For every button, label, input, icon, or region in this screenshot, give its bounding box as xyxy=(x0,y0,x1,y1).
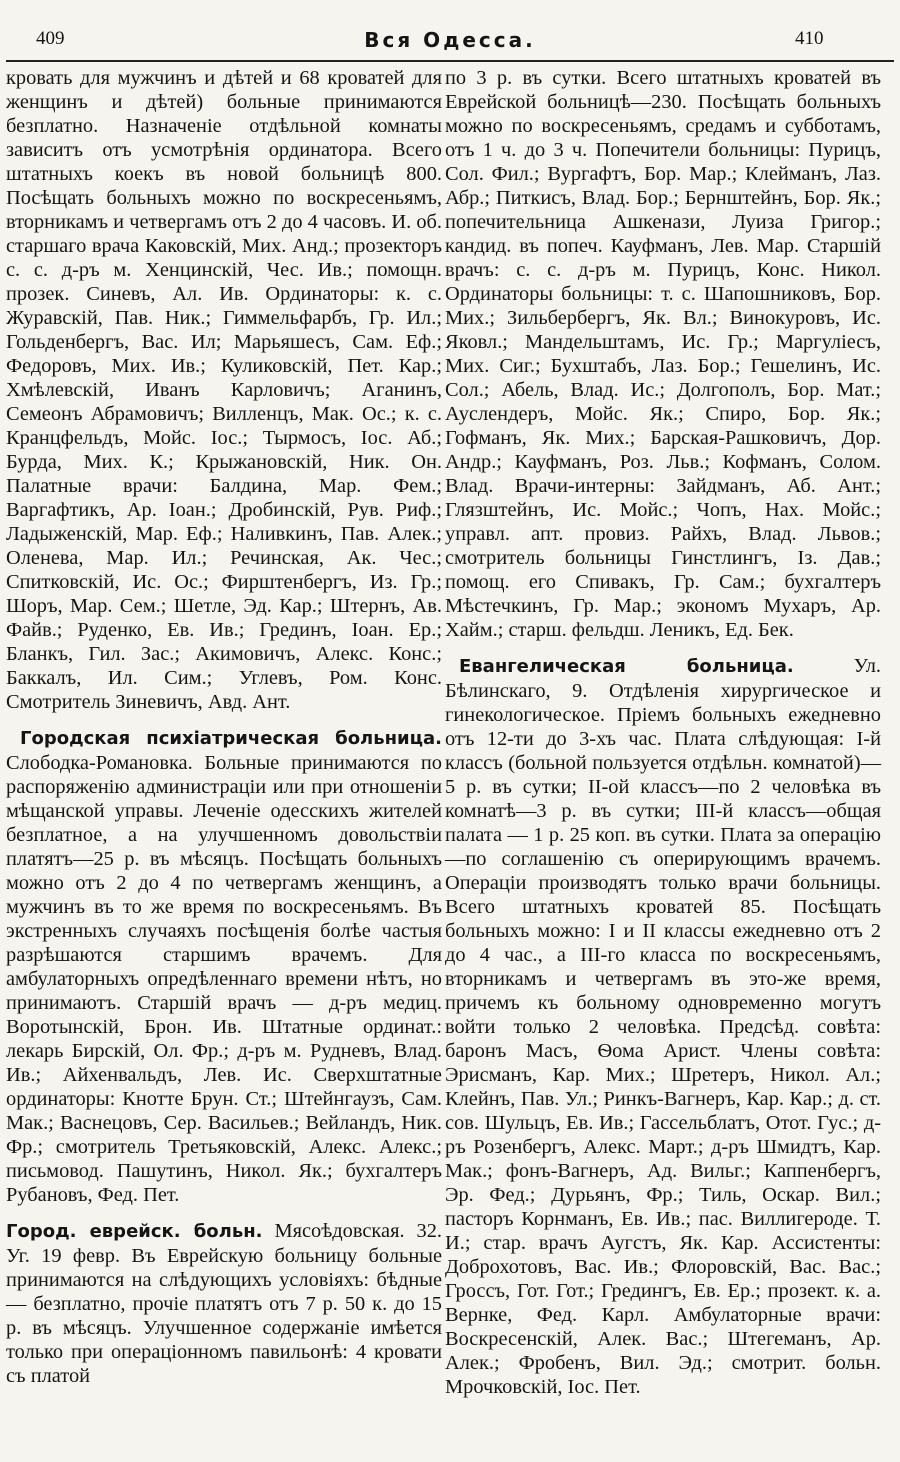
page-number-left: 409 xyxy=(36,28,65,49)
left-column xyxy=(6,66,442,1388)
paragraph-jewish-hospital xyxy=(6,1219,442,1388)
page-number-right: 410 xyxy=(795,28,824,49)
page-header xyxy=(0,0,900,60)
body-jewish-hospital: Мясоѣдовская. 32. Уг. 19 февр. Въ Еврейскую больницу больные принимаются на слѣдующихъ условіяхъ: бѣдные — безплатно, прочіе платятъ отъ 7 р. 50 к. до 15 р. въ мѣсяцъ. Улучшенное содержаніе имѣется только при операціонномъ павильонѣ: 4 кровати съ платой xyxy=(6,1220,442,1387)
body-psychiatric-hospital: Слободка-Романовка. Больные принимаются по распоряженію администраціи или при отношеніи мѣщанской управы. Леченіе одесскихъ жителей безплатное, а на улучшенномъ довольствіи платятъ—25 р. въ мѣсяцъ. Посѣщать больныхъ можно отъ 2 до 4 по четвергамъ женщинъ, а мужчинъ въ то же время по воскресеньямъ. Въ экстренныхъ случаяхъ посѣщенія болѣе частыя разрѣшаются старшимъ врачемъ. Для амбулаторныхъ опредѣленнаго времени нѣтъ, но принимаютъ. Старшій врачъ — д-ръ медиц. Воротынскій, Брон. Ив. Штатные ординат.: лекарь Бирскій, Ол. Фр.; д-ръ м. Рудневъ, Влад. Ив.; Айхенвальдъ, Лев. Ис. Сверхштатные ординаторы: Кнотте Брун. Ст.; Штейнгаузъ, Сам. Мак.; Васнецовъ, Сер. Васильев.; Вейландъ, Ник. Фр.; смотритель Третьяковскій, Алекс. Алекс.; письмовод. Пашутинъ, Никол. Як.; бухгалтеръ Рубановъ, Фед. Пет. xyxy=(6,752,442,1206)
heading-psychiatric-hospital: Городская психіатрическая больница. xyxy=(20,728,442,749)
heading-jewish-hospital: Город. еврейск. больн. xyxy=(6,1221,263,1242)
paragraph-psychiatric-hospital xyxy=(6,726,442,1207)
header-rule xyxy=(6,60,894,62)
paragraph-evangelical-hospital xyxy=(445,654,881,1399)
running-title: Вся Одесса. xyxy=(364,28,536,52)
paragraph-jewish-hospital-continued: по 3 р. въ сутки. Всего штатныхъ кроватей въ Еврейской больницѣ—230. Посѣщать больныхъ можно по воскресеньямъ, средамъ и субботамъ, отъ 1 ч. до 3 ч. Попечители больницы: Пурицъ, Сол. Фил.; Вургафтъ, Бор. Мар.; Клейманъ, Лаз. Абр.; Питкисъ, Влад. Бор.; Бернштейнъ, Бор. Як.; попечительница Ашкенази, Луиза Григор.; кандид. въ попеч. Кауфманъ, Лев. Мар. Старшій врачъ: с. с. д-ръ м. Пурицъ, Конс. Никол. Ординаторы больницы: т. с. Шапошниковъ, Бор. Мих.; Зильбербергъ, Як. Вл.; Винокуровъ, Ис. Яковл.; Мандельштамъ, Ис. Гр.; Маргуліесъ, Мих. Сиг.; Бухштабъ, Лаз. Бор.; Гешелинъ, Ис. Сол.; Абель, Влад. Ис.; Долгополъ, Бор. Мат.; Ауслендеръ, Мойс. Як.; Спиро, Бор. Як.; Гофманъ, Як. Мих.; Барская-Рашковичъ, Дор. Андр.; Кауфманъ, Роз. Льв.; Кофманъ, Солом. Влад. Врачи-интерны: Зайдманъ, Аб. Ант.; Глязштейнъ, Ис. Мойс.; Чопъ, Нах. Мойс.; управл. апт. провиз. Райхъ, Влад. Львов.; смотритель больницы Гинстлингъ, Із. Дав.; помощ. его Спивакъ, Гр. Сам.; бухгалтеръ Мѣстечкинъ, Гр. Мар.; экономъ Мухаръ, Ар. Хайм.; старш. фельдш. Леникъ, Ед. Бек. xyxy=(445,67,881,641)
body-evangelical-hospital: Ул. Бѣлинскаго, 9. Отдѣленія хирургическое и гинекологическое. Пріемъ больныхъ ежедневно отъ 12-ти до 3-хъ час. Плата слѣдующая: I-й классъ (больной пользуется отдѣльн. комнатой)—5 р. въ сутки; II-ой классъ—по 2 человѣка въ комнатѣ—3 р. въ сутки; III-й классъ—общая палата — 1 р. 25 коп. въ сутки. Плата за операцію—по соглашенію съ оперирующимъ врачемъ. Операціи производятъ только врачи больницы. Всего штатныхъ кроватей 85. Посѣщать больныхъ можно: I и II классы ежедневно отъ 2 до 4 час., а III-го класса по воскресеньямъ, вторникамъ и четвергамъ въ это-же время, причемъ къ больному одновременно могутъ войти только 2 человѣка. Предсѣд. совѣта: баронъ Масъ, Ѳома Арист. Члены совѣта: Эрисманъ, Кар. Мих.; Шретеръ, Никол. Ал.; Клейнъ, Пав. Ул.; Ринкъ-Вагнеръ, Кар. Кар.; д. ст. сов. Шульцъ, Ев. Ив.; Гассельблатъ, Отот. Гус.; д-ръ Розенбергъ, Алекс. Март.; д-ръ Шмидтъ, Кар. Мак.; фонъ-Вагнеръ, Ад. Вильг.; Каппенбергъ, Эр. Фед.; Дурьянъ, Фр.; Тиль, Оскар. Вил.; пасторъ Корнманъ, Ев. Ив.; пас. Виллигероде. Т. И.; стар. врачъ Аугстъ, Як. Кар. Ассистенты: Доброхотовъ, Вас. Ив.; Флоровскій, Вас. Вас.; Гроссъ, Гот. Гот.; Гредингъ, Ев. Ер.; прозект. к. а. Вернке, Фед. Карл. Амбулаторные врачи: Воскресенскій, Алек. Вас.; Штегеманъ, Ар. Алек.; Фробенъ, Вил. Эд.; смотрит. больн. Мрочковскій, Іос. Пет. xyxy=(445,655,881,1398)
paragraph-new-hospital-continued: кровать для мужчинъ и дѣтей и 68 кроватей для женщинъ и дѣтей) больные принимаются безплатно. Назначеніе отдѣльной комнаты зависитъ отъ усмотрѣнія ординатора. Всего штатныхъ коекъ въ новой больницѣ 800. Посѣщать больныхъ можно по воскресеньямъ, вторникамъ и четвергамъ отъ 2 до 4 часовъ. И. об. старшаго врача Каковскій, Мих. Анд.; прозекторъ с. с. д-ръ м. Хенцинскій, Чес. Ив.; помощн. прозек. Синевъ, Ал. Ив. Ординаторы: к. с. Журавскій, Пав. Ник.; Гиммельфарбъ, Гр. Ил.; Гольденбергъ, Вас. Ил; Марьяшесъ, Сам. Еф.; Федоровъ, Мих. Ив.; Куликовскій, Пет. Кар.; Хмѣлевскій, Иванъ Карловичъ; Аганинъ, Семеонъ Абрамовичъ; Вилленцъ, Мак. Ос.; к. с. Кранцфельдъ, Мойс. Іос.; Тырмосъ, Іос. Аб.; Бурда, Мих. К.; Крыжановскій, Ник. Он. Палатные врачи: Балдина, Мар. Фем.; Варгафтикъ, Ар. Іоан.; Дробинскій, Рув. Риф.; Ладыженскій, Мар. Еф.; Наливкинъ, Пав. Алек.; Оленева, Мар. Ил.; Речинская, Ак. Чес.; Спитковскій, Ис. Ос.; Фирштенбергъ, Из. Гр.; Шоръ, Мар. Сем.; Шетле, Эд. Кар.; Штернъ, Ав. Файв.; Руденко, Ев. Ив.; Грединъ, Іоан. Ер.; Бланкъ, Гил. Зас.; Акимовичъ, Алекс. Конс.; Баккалъ, Ил. Сим.; Углевъ, Ром. Конс. Смотритель Зиневичъ, Авд. Ант. xyxy=(6,67,442,713)
heading-evangelical-hospital: Евангелическая больница. xyxy=(459,656,794,677)
right-column xyxy=(445,66,881,1399)
